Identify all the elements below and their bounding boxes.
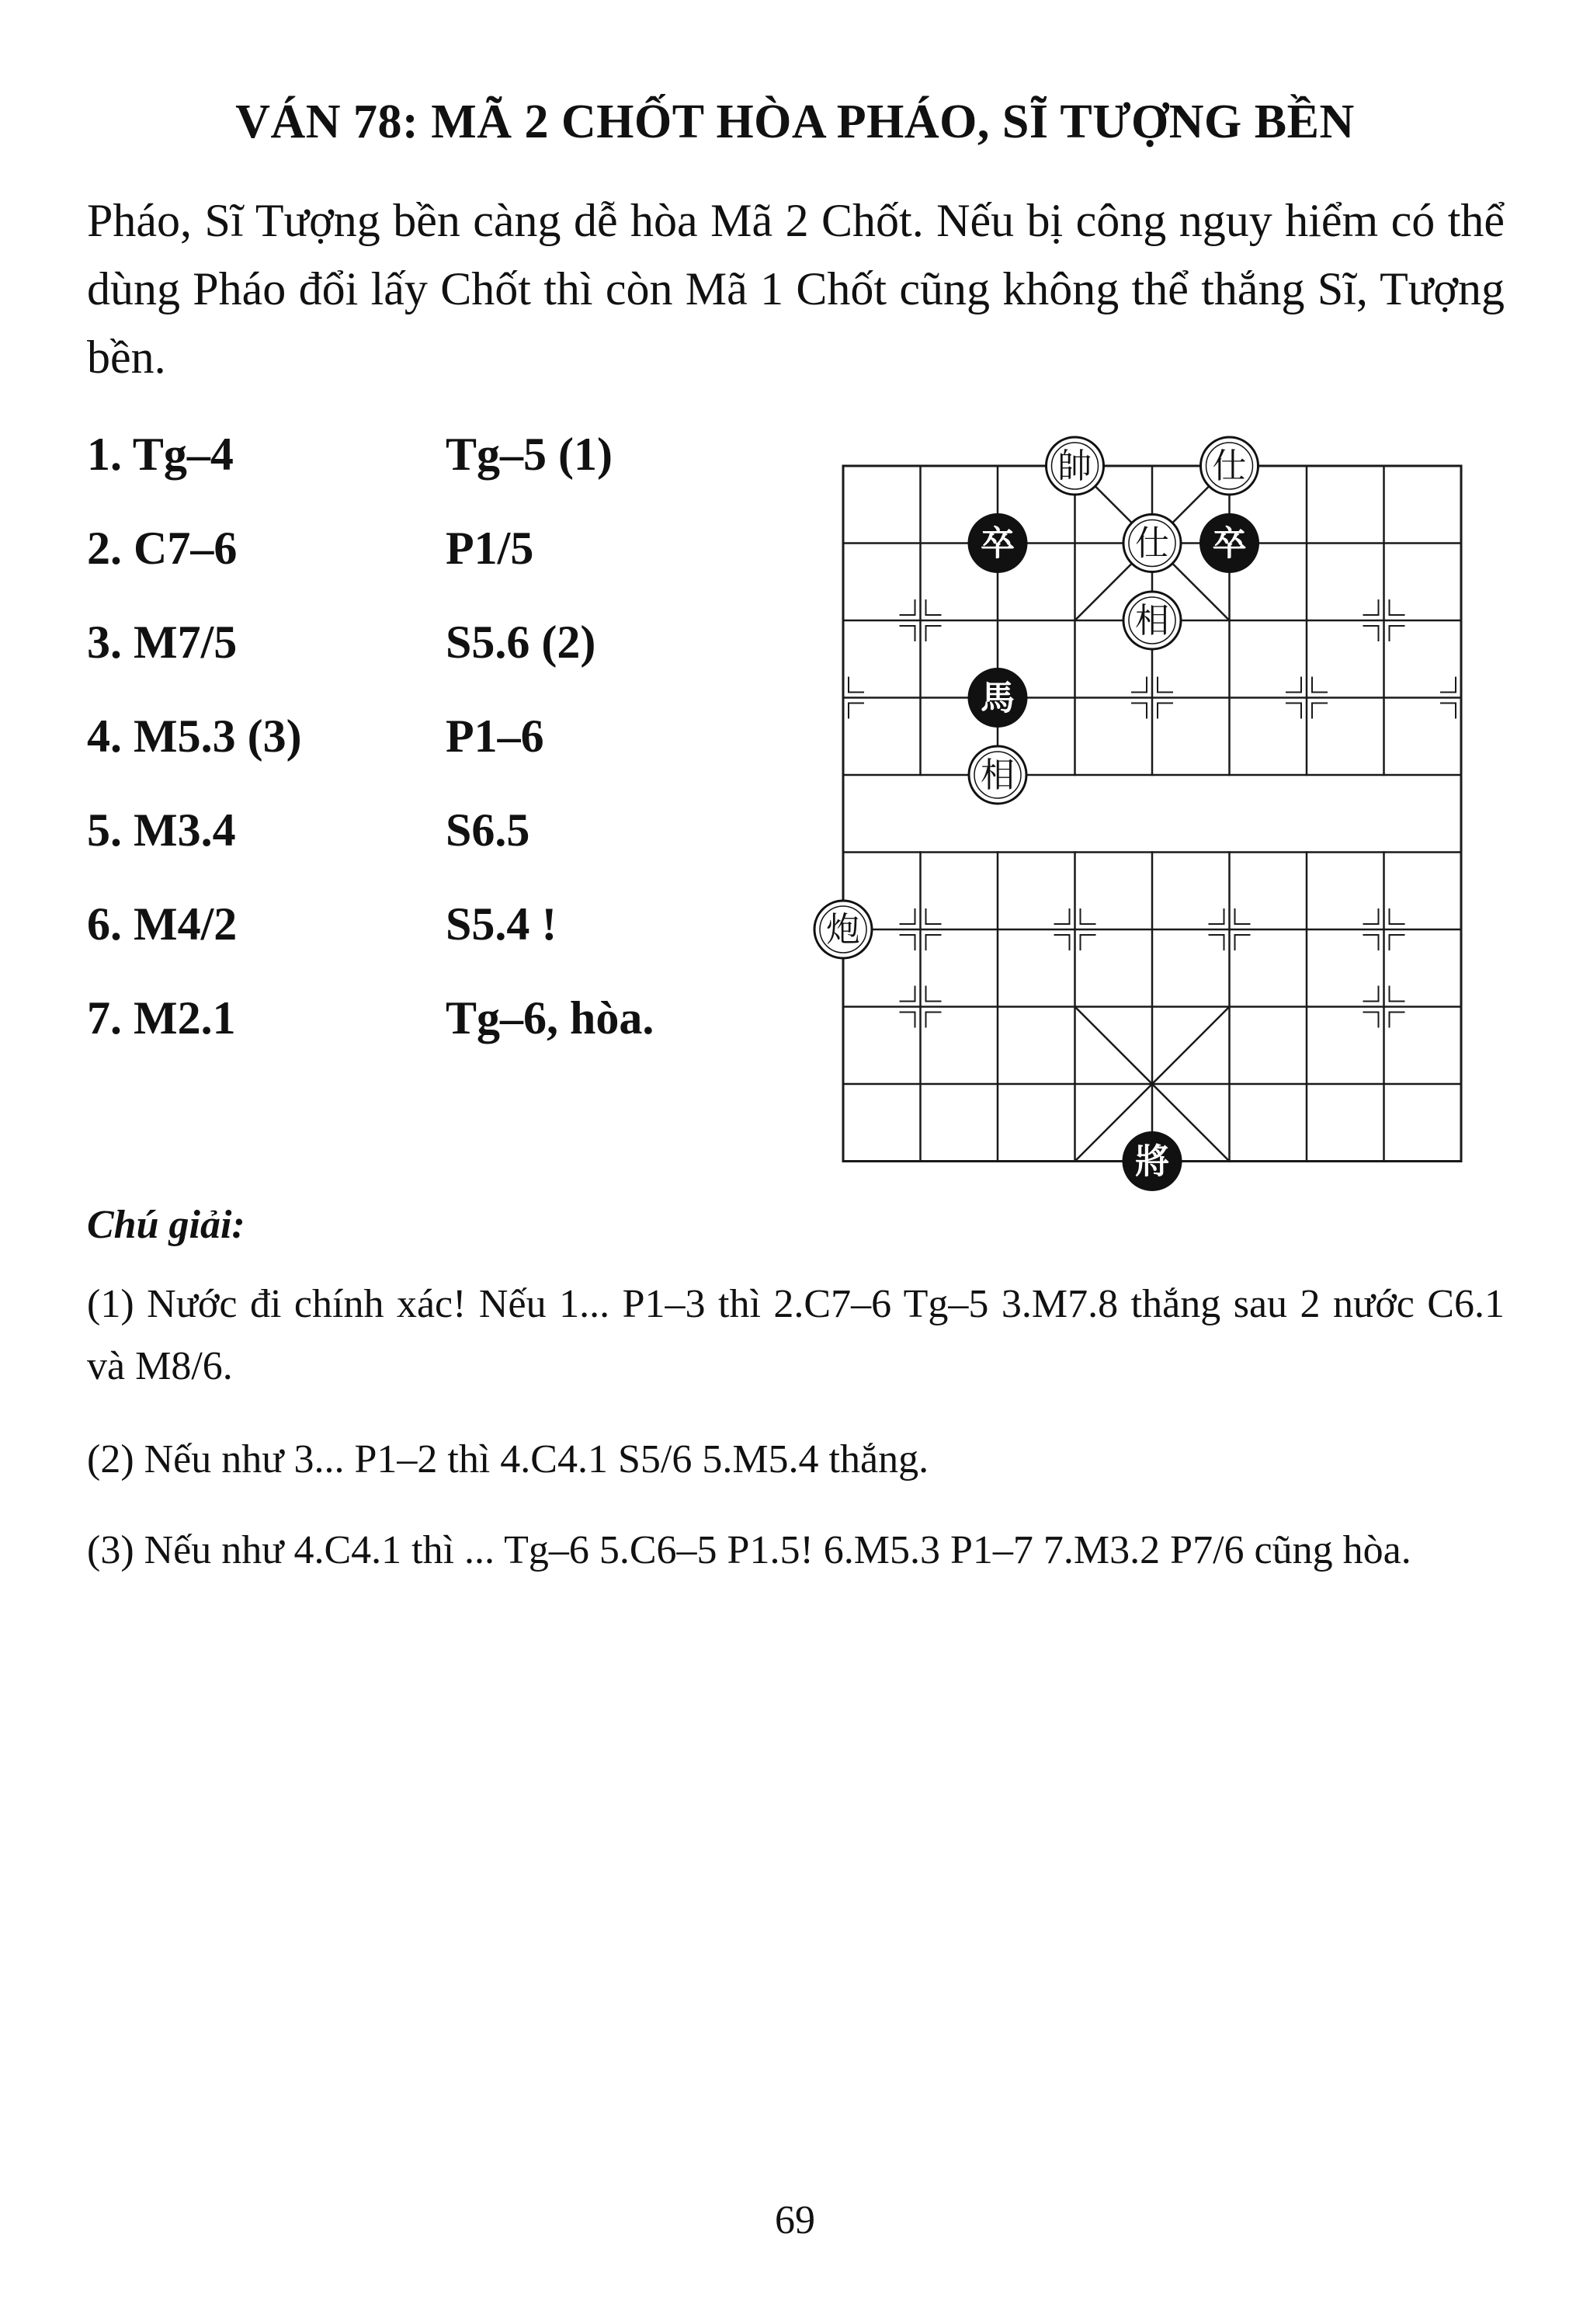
move-black: Tg–5 (1) [446, 429, 613, 480]
move-black: S6.5 [446, 804, 530, 856]
move-row [87, 603, 786, 697]
position-marker [900, 908, 915, 924]
position-marker [1363, 1013, 1379, 1028]
move-black: S5.6 (2) [446, 617, 596, 668]
position-marker [1312, 703, 1328, 719]
position-marker [1131, 677, 1147, 693]
position-marker [1158, 703, 1173, 719]
piece-label: 帥 [1057, 446, 1092, 486]
piece-label: 卒 [981, 523, 1015, 564]
position-marker [1390, 599, 1405, 615]
position-marker [926, 1013, 942, 1028]
move-white: 2. C7–6 [87, 523, 238, 574]
position-marker [1390, 626, 1405, 641]
note-3: (3) Nếu như 4.C4.1 thì ... Tg–6 5.C6–5 P1.5! 6.M5.3 P1–7 7.M3.2 P7/6 cũng hòa. [87, 1528, 1411, 1572]
position-marker [1390, 935, 1405, 950]
move-row [87, 791, 786, 885]
position-marker [1363, 908, 1379, 924]
position-marker [1286, 703, 1301, 719]
position-marker [1158, 677, 1173, 693]
move-black: Tg–6, hòa. [446, 992, 654, 1044]
xiangqi-board-diagram [797, 427, 1488, 1204]
position-marker [900, 626, 915, 641]
move-white: 3. M7/5 [87, 617, 238, 668]
position-marker [1363, 935, 1379, 950]
page-number: 69 [775, 2198, 815, 2242]
move-row [87, 979, 786, 1073]
intro-paragraph: Pháo, Sĩ Tượng bền càng dễ hòa Mã 2 Chốt. Nếu bị công nguy hiểm có thể dùng Pháo đổi lấy Chốt thì còn Mã 1 Chốt cũng không thể thắng Sĩ, Tượng bền. [87, 195, 1505, 383]
note-2: (2) Nếu như 3... P1–2 thì 4.C4.1 S5/6 5.M5.4 thắng. [87, 1437, 929, 1482]
position-marker [1312, 677, 1328, 693]
notes-heading: Chú giải: [87, 1203, 245, 1247]
position-marker [1209, 908, 1224, 924]
position-marker [926, 626, 942, 641]
piece-label: 相 [981, 756, 1015, 795]
move-black: S5.4 ! [446, 898, 557, 950]
note-1: (1) Nước đi chính xác! Nếu 1... P1–3 thì 2.C7–6 Tg–5 3.M7.8 thắng sau 2 nước C6.1 và M8/6. [87, 1282, 1505, 1388]
position-marker [926, 986, 942, 1002]
piece-label: 仕 [1212, 446, 1247, 486]
move-row [87, 697, 786, 791]
move-row [87, 509, 786, 603]
move-white: 4. M5.3 (3) [87, 710, 302, 762]
position-marker [849, 677, 864, 693]
move-black: P1–6 [446, 710, 544, 762]
position-marker [1363, 599, 1379, 615]
piece-label: 馬 [981, 678, 1015, 718]
position-marker [926, 599, 942, 615]
position-marker [1440, 703, 1456, 719]
piece-label: 仕 [1135, 523, 1169, 564]
position-marker [1440, 677, 1456, 693]
position-marker [926, 908, 942, 924]
move-list [87, 415, 786, 1073]
move-row [87, 415, 786, 509]
position-marker [1054, 908, 1070, 924]
move-black: P1/5 [446, 523, 534, 574]
move-white: 1. Tg–4 [87, 429, 234, 480]
position-marker [1390, 908, 1405, 924]
position-marker [1054, 935, 1070, 950]
position-marker [1390, 986, 1405, 1002]
position-marker [1209, 935, 1224, 950]
position-marker [1286, 677, 1301, 693]
position-marker [900, 986, 915, 1002]
position-marker [1363, 626, 1379, 641]
move-row [87, 885, 786, 979]
position-marker [1131, 703, 1147, 719]
piece-label: 相 [1135, 601, 1169, 641]
move-white: 6. M4/2 [87, 898, 238, 950]
position-marker [900, 599, 915, 615]
position-marker [1363, 986, 1379, 1002]
position-marker [1081, 908, 1096, 924]
position-marker [1081, 935, 1096, 950]
page-title: VÁN 78: MÃ 2 CHỐT HÒA PHÁO, SĨ TƯỢNG BỀN [235, 96, 1355, 148]
position-marker [900, 935, 915, 950]
position-marker [1390, 1013, 1405, 1028]
piece-label: 炮 [826, 910, 860, 950]
position-marker [926, 935, 942, 950]
move-white: 7. M2.1 [87, 992, 236, 1044]
position-marker [900, 1013, 915, 1028]
piece-label: 卒 [1212, 523, 1247, 564]
position-marker [1235, 935, 1251, 950]
piece-label: 將 [1135, 1141, 1169, 1182]
move-white: 5. M3.4 [87, 804, 236, 856]
position-marker [1235, 908, 1251, 924]
position-marker [849, 703, 864, 719]
